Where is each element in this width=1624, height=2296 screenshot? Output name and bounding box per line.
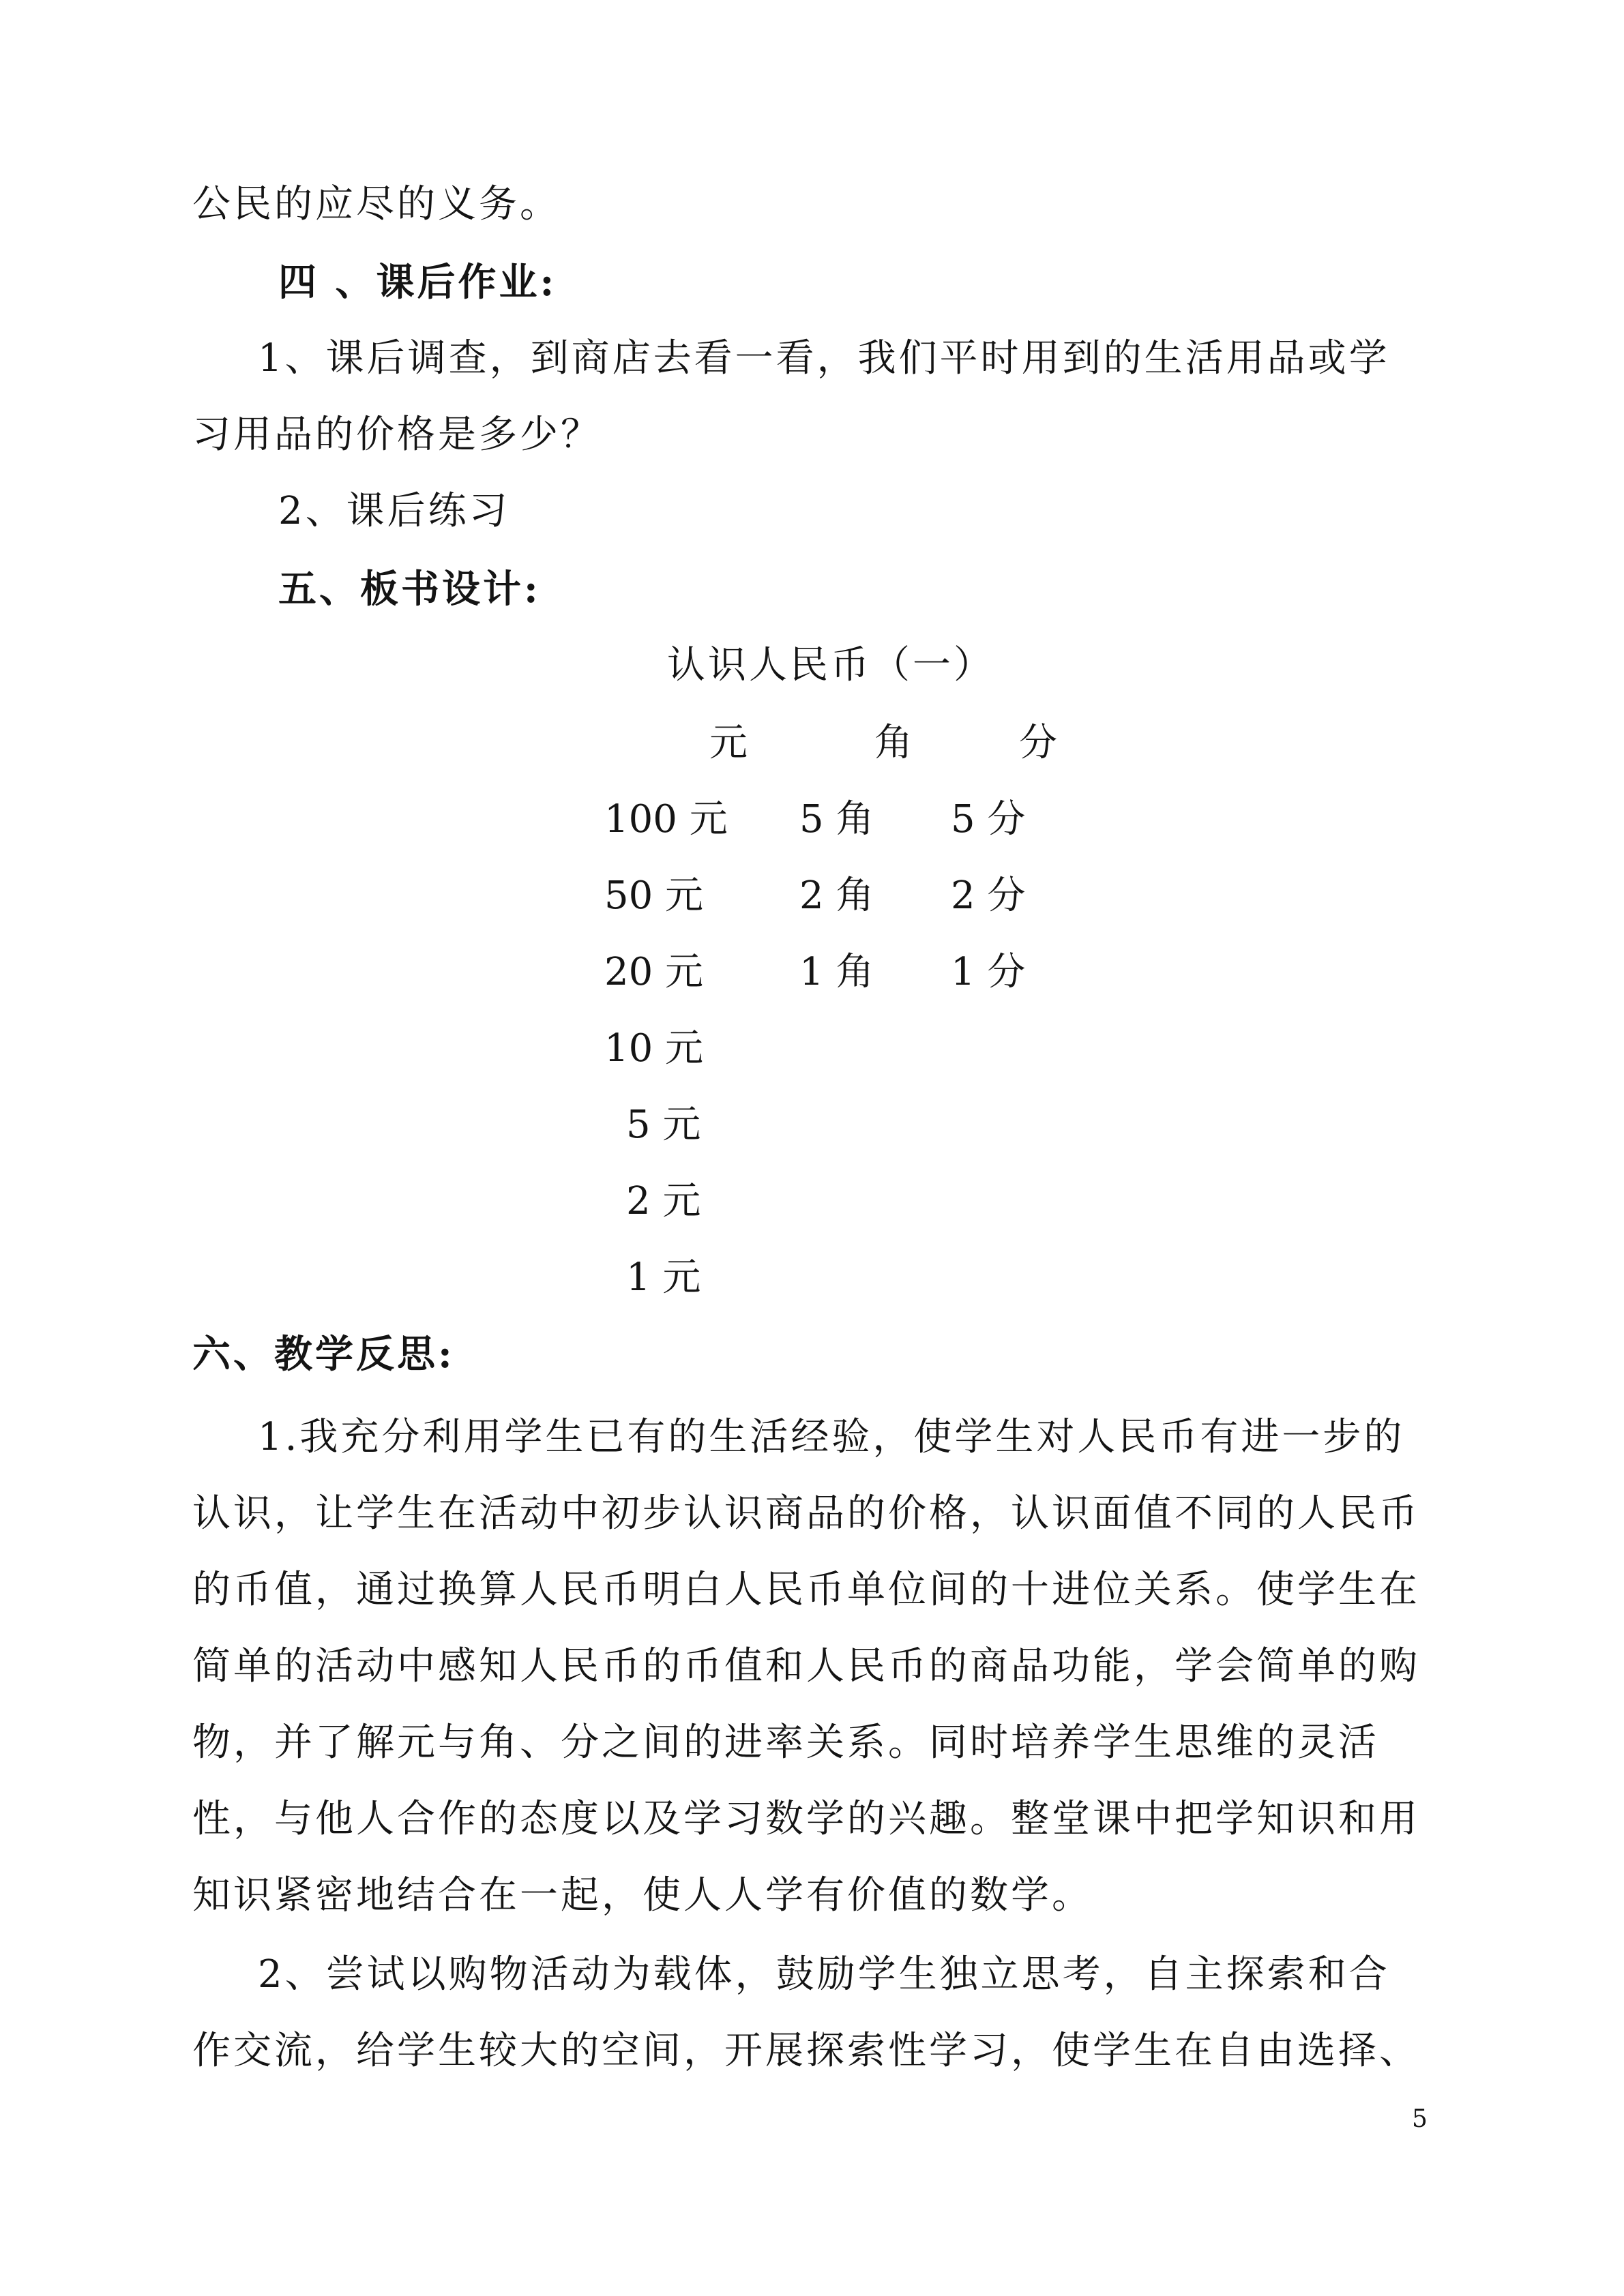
homework-item-2: 2、课后练习	[278, 489, 510, 533]
board-yuan-cell: 10 元	[604, 1026, 704, 1071]
board-jiao-cell: 5 角	[799, 797, 874, 841]
section-6-heading: 六、教学反思:	[192, 1332, 455, 1377]
board-yuan-cell: 100 元	[604, 797, 728, 841]
homework-item-1-line-1: 1、课后调查，到商店去看一看，我们平时用到的生活用品或学	[258, 336, 1390, 381]
intro-line: 公民的应尽的义务。	[192, 182, 561, 226]
paragraph-line: 的币值，通过换算人民币明白人民币单位间的十进位关系。使学生在	[192, 1568, 1420, 1612]
paragraph-line: 物，并了解元与角、分之间的进率关系。同时培养学生思维的灵活	[192, 1720, 1379, 1765]
board-yuan-cell: 20 元	[604, 950, 704, 994]
paragraph-line: 认识，让学生在活动中初步认识商品的价格，认识面值不同的人民币	[192, 1491, 1420, 1536]
board-header-jiao: 角	[874, 721, 913, 765]
board-jiao-cell: 1 角	[799, 950, 874, 994]
paragraph-line: 作交流，给学生较大的空间，开展探索性学习，使学生在自由选择、	[192, 2029, 1420, 2073]
section-4-heading: 四 、课后作业:	[278, 260, 557, 305]
board-yuan-cell: 50 元	[604, 874, 704, 918]
reflection-paragraph-2	[192, 1937, 1434, 2089]
board-yuan-cell: 5 元	[626, 1103, 701, 1147]
section-5-heading: 五、板书设计:	[278, 567, 541, 612]
board-yuan-cell: 1 元	[626, 1255, 701, 1300]
homework-item-1-line-2: 习用品的价格是多少？	[192, 413, 602, 457]
board-fen-cell: 5 分	[951, 797, 1026, 841]
board-fen-cell: 2 分	[951, 874, 1026, 918]
board-header-fen: 分	[1019, 721, 1057, 765]
paragraph-line: 1.我充分利用学生已有的生活经验，使学生对人民币有进一步的	[258, 1415, 1405, 1459]
board-jiao-cell: 2 角	[799, 874, 874, 918]
reflection-paragraph-1	[192, 1399, 1434, 1934]
paragraph-line: 性，与他人合作的态度以及学习数学的兴趣。整堂课中把学知识和用	[192, 1797, 1420, 1841]
board-fen-cell: 1 分	[951, 950, 1026, 994]
board-title: 认识人民币（一）	[667, 643, 994, 687]
page-number: 5	[1412, 2105, 1428, 2133]
board-yuan-cell: 2 元	[626, 1179, 701, 1223]
board-header-yuan: 元	[709, 721, 748, 765]
paragraph-line: 知识紧密地结合在一起，使人人学有价值的数学。	[192, 1873, 1093, 1918]
paragraph-line: 简单的活动中感知人民币的币值和人民币的商品功能，学会简单的购	[192, 1644, 1420, 1688]
paragraph-line: 2、尝试以购物活动为载体，鼓励学生独立思考，自主探索和合	[258, 1952, 1390, 1997]
